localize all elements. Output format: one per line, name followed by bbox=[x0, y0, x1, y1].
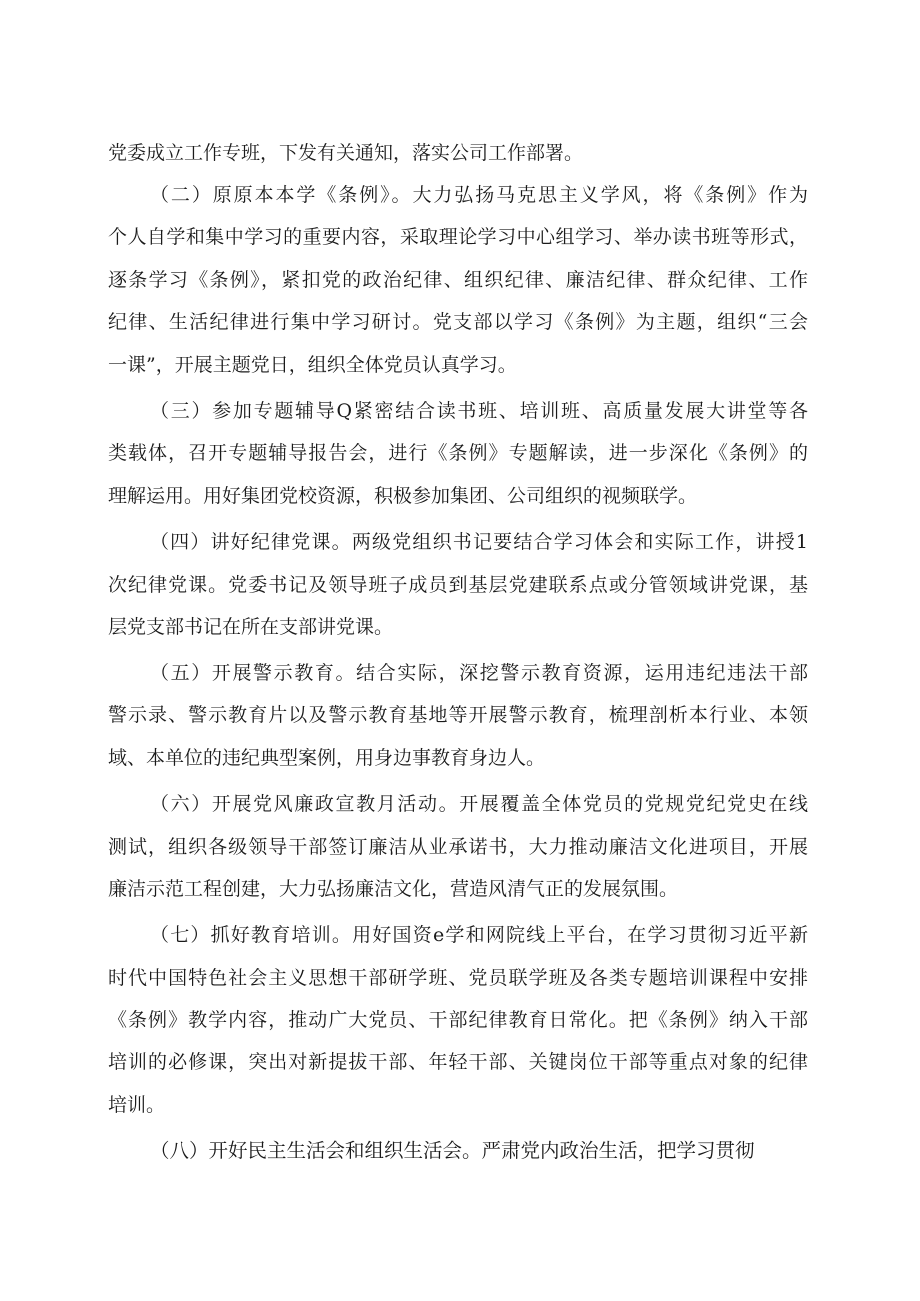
paragraph-line: （七）抓好教育培训。用好国资e学和网院线上平台，在学习贯彻习近平新 bbox=[150, 924, 808, 946]
paragraph-line: 纪律、生活纪律进行集中学习研讨。党支部以学习《条例》为主题，组织“三会 bbox=[108, 311, 808, 333]
paragraph-line: 次纪律党课。党委书记及领导班子成员到基层党建联系点或分管领域讲党课，基 bbox=[108, 574, 808, 596]
paragraph-line: 培训。 bbox=[108, 1094, 166, 1116]
paragraph-line: 培训的必修课，突出对新提拔干部、年轻干部、关键岗位干部等重点对象的纪律 bbox=[108, 1051, 808, 1073]
paragraph-line: （六）开展党风廉政宣教月活动。开展覆盖全体党员的党规党纪党史在线 bbox=[150, 793, 808, 815]
paragraph-line: （三）参加专题辅导Q紧密结合读书班、培训班、高质量发展大讲堂等各 bbox=[150, 400, 808, 422]
paragraph-line: 《条例》教学内容，推动广大党员、干部纪律教育日常化。把《条例》纳入干部 bbox=[108, 1009, 808, 1031]
paragraph-line: 党委成立工作专班，下发有关通知，落实公司工作部署。 bbox=[108, 142, 584, 164]
paragraph-line: 逐条学习《条例》，紧扣党的政治纪律、组织纪律、廉洁纪律、群众纪律、工作 bbox=[108, 269, 808, 291]
paragraph-line: 类载体，召开专题辅导报告会，进行《条例》专题解读，进一步深化《条例》的 bbox=[108, 442, 808, 464]
paragraph-line: 时代中国特色社会主义思想干部研学班、党员联学班及各类专题培训课程中安排 bbox=[108, 967, 808, 989]
paragraph-line: 测试，组织各级领导干部签订廉洁从业承诺书，大力推动廉洁文化进项目，开展 bbox=[108, 836, 808, 858]
paragraph-line: （八）开好民主生活会和组织生活会。严肃党内政治生活，把学习贯彻 bbox=[150, 1139, 755, 1162]
paragraph-line: （五）开展警示教育。结合实际，深挖警示教育资源，运用违纪违法干部 bbox=[150, 662, 808, 684]
paragraph-line: 域、本单位的违纪典型案例，用身边事教育身边人。 bbox=[108, 747, 546, 769]
paragraph-line: （四）讲好纪律党课。两级党组织书记要结合学习体会和实际工作，讲授1 bbox=[150, 531, 808, 553]
paragraph-line: 个人自学和集中学习的重要内容，采取理论学习中心组学习、举办读书班等形式， bbox=[108, 226, 808, 248]
paragraph-line: 警示录、警示教育片以及警示教育基地等开展警示教育，梳理剖析本行业、本领 bbox=[108, 704, 808, 726]
paragraph-line: （二）原原本本学《条例》。大力弘扬马克思主义学风，将《条例》作为 bbox=[150, 184, 808, 206]
paragraph-line: 一课”，开展主题党日，组织全体党员认真学习。 bbox=[108, 354, 517, 376]
paragraph-line: 廉洁示范工程创建，大力弘扬廉洁文化，营造风清气正的发展氛围。 bbox=[108, 878, 679, 900]
paragraph-line: 理解运用。用好集团党校资源，积极参加集团、公司组织的视频联学。 bbox=[108, 485, 698, 507]
paragraph-line: 层党支部书记在所在支部讲党课。 bbox=[108, 616, 394, 638]
